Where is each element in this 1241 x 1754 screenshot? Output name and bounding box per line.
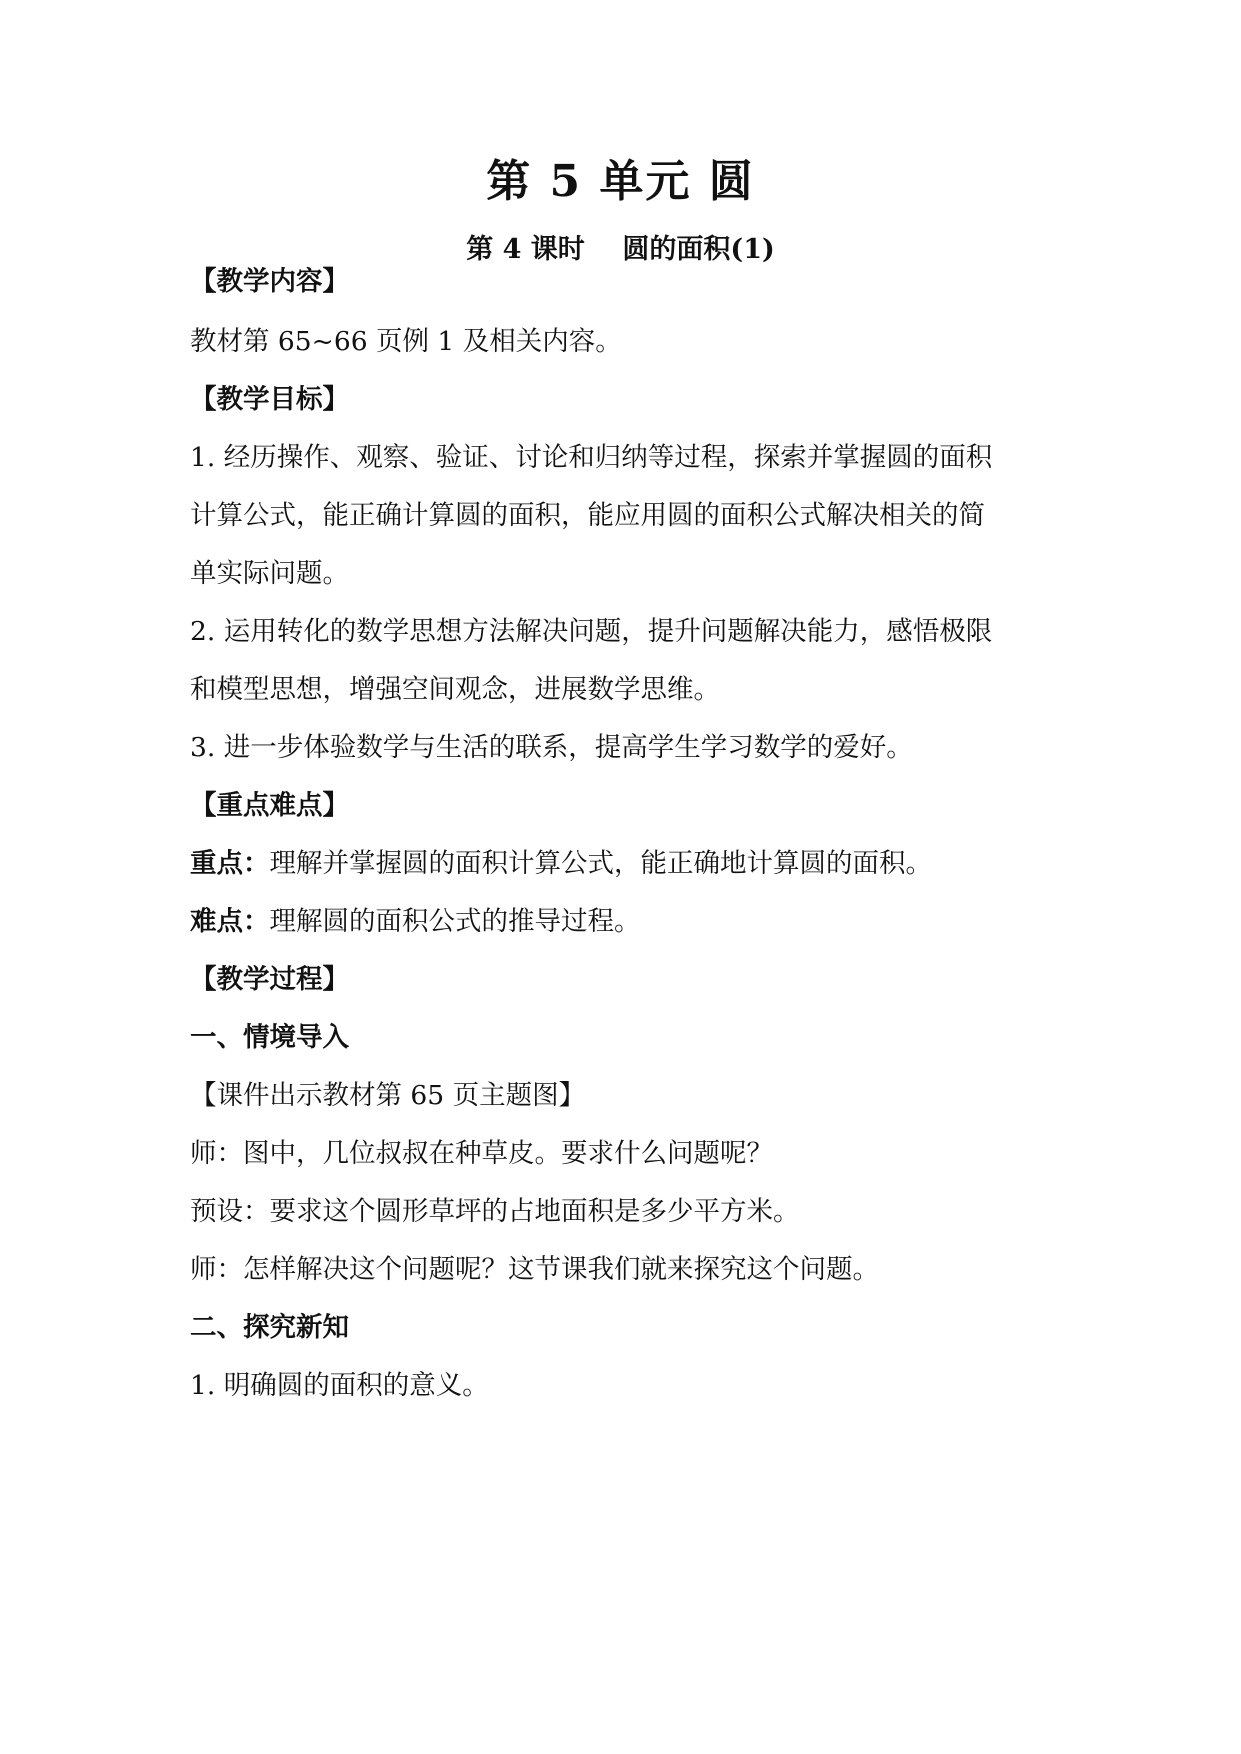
difficulty-text: 理解圆的面积公式的推导过程。 <box>269 906 641 937</box>
part-1-heading: 一、情境导入 <box>190 1022 349 1053</box>
difficulty-label: 难点： <box>190 906 270 937</box>
lesson-name: 圆的面积(1) <box>622 234 775 265</box>
goal-1-line-2: 计算公式，能正确计算圆的面积，能应用圆的面积公式解决相关的简 <box>190 500 985 531</box>
keypoints-heading: 【重点难点】 <box>190 790 349 821</box>
key-text: 理解并掌握圆的面积计算公式，能正确地计算圆的面积。 <box>269 848 932 879</box>
teacher-line-2: 师：怎样解决这个问题呢？这节课我们就来探究这个问题。 <box>190 1254 879 1285</box>
goal-2-line-2: 和模型思想，增强空间观念，进展数学思维。 <box>190 674 720 705</box>
courseware-line: 【课件出示教材第 65 页主题图】 <box>190 1080 586 1111</box>
goal-3-line-1: 3. 进一步体验数学与生活的联系，提高学生学习数学的爱好。 <box>190 732 913 763</box>
goal-1-line-3: 单实际问题。 <box>190 558 349 589</box>
content-text: 教材第 65~66 页例 1 及相关内容。 <box>190 326 622 357</box>
key-point-line <box>190 844 1070 884</box>
lesson-number: 第 4 课时 <box>466 234 585 265</box>
goals-heading: 【教学目标】 <box>190 384 349 415</box>
content-heading: 【教学内容】 <box>190 266 349 297</box>
teacher-line-1: 师：图中，几位叔叔在种草皮。要求什么问题呢？ <box>190 1138 773 1169</box>
difficulty-line <box>190 902 1070 942</box>
step-1-line: 1. 明确圆的面积的意义。 <box>190 1370 489 1401</box>
part-2-heading: 二、探究新知 <box>190 1312 349 1343</box>
key-label: 重点： <box>190 848 270 879</box>
goal-1-line-1: 1. 经历操作、观察、验证、讨论和归纳等过程，探索并掌握圆的面积 <box>190 442 993 473</box>
process-heading: 【教学过程】 <box>190 964 349 995</box>
preset-line-1: 预设：要求这个圆形草坪的占地面积是多少平方米。 <box>190 1196 800 1227</box>
unit-title: 第 5 单元 圆 <box>486 156 755 207</box>
goal-2-line-1: 2. 运用转化的数学思想方法解决问题，提升问题解决能力，感悟极限 <box>190 616 993 647</box>
